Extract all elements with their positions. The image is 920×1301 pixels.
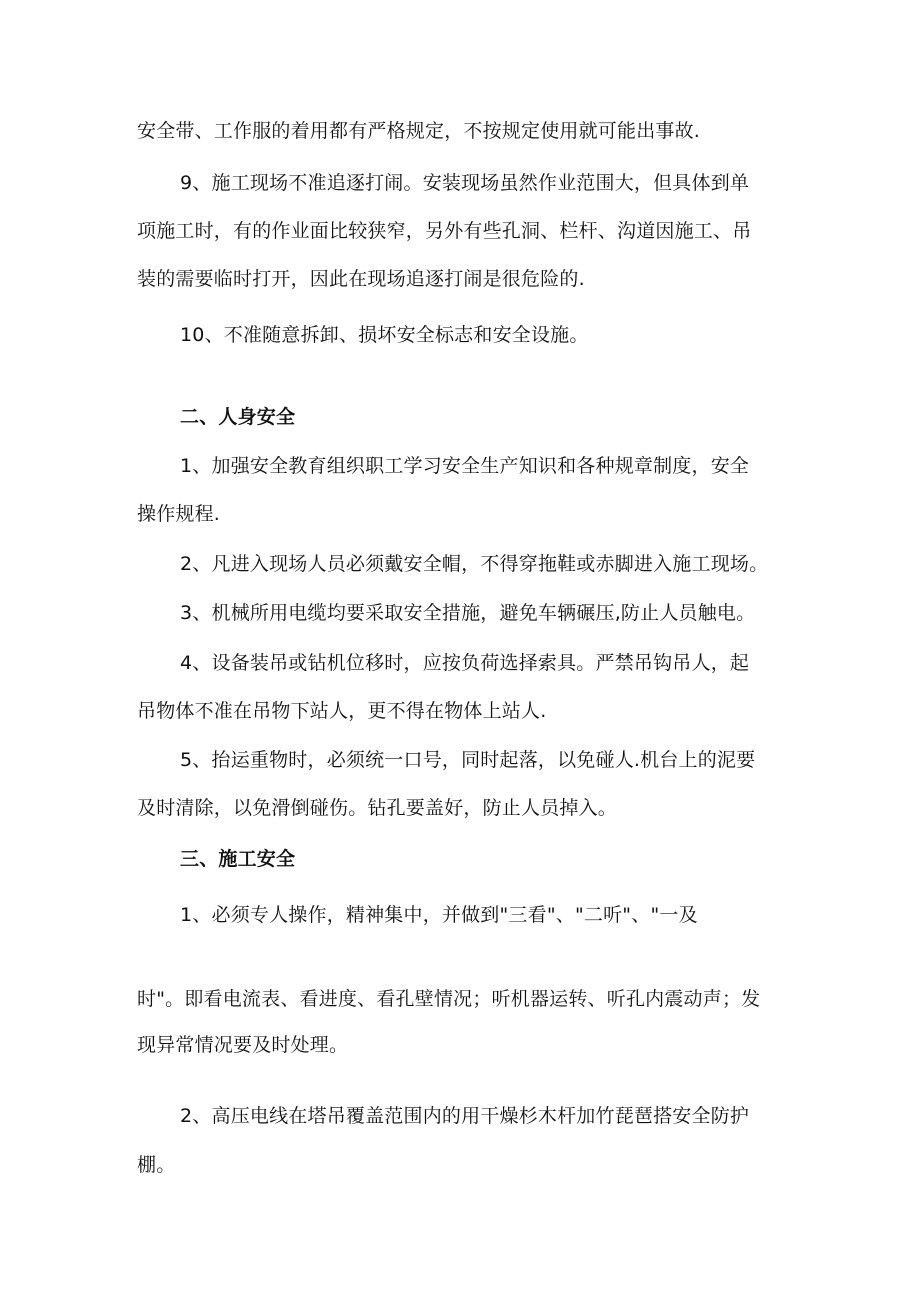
paragraph-line: 2、高压电线在塔吊覆盖范围内的用干燥杉木杆加竹琵琶搭安全防护 [180,1105,750,1127]
paragraph-line: 棚。 [137,1154,176,1176]
paragraph-line: 现异常情况要及时处理。 [137,1034,349,1056]
paragraph-line: 操作规程. [137,503,221,525]
paragraph-line: 装的需要临时打开，因此在现场追逐打闹是很危险的. [137,268,585,290]
paragraph-line: 安全带、工作服的着用都有严格规定，不按规定使用就可能出事故. [137,120,701,142]
paragraph-line: 项施工时，有的作业面比较狭窄，另外有些孔洞、栏杆、沟道因施工、吊 [137,220,752,242]
paragraph-line: 10、不准随意拆卸、损坏安全标志和安全设施。 [180,324,589,346]
paragraph-line: 4、设备装吊或钻机位移时，应按负荷选择索具。严禁吊钩吊人，起 [180,652,750,674]
paragraph-line: 5、抬运重物时，必须统一口号，同时起落，以免碰人.机台上的泥要 [180,749,756,771]
paragraph-line: 1、必须专人操作，精神集中，并做到"三看"、"二听"、"一及 [180,904,698,926]
paragraph-line: 吊物体不准在吊物下站人，更不得在物体上站人. [137,700,547,722]
section-heading: 二、人身安全 [180,406,296,428]
paragraph-line: 1、加强安全教育组织职工学习安全生产知识和各种规章制度，安全 [180,455,750,477]
paragraph-line: 2、凡进入现场人员必须戴安全帽，不得穿拖鞋或赤脚进入施工现场。 [180,553,769,575]
section-heading: 三、施工安全 [180,848,296,870]
paragraph-line: 3、机械所用电缆均要采取安全措施，避免车辆碾压,防止人员触电。 [180,602,756,624]
paragraph-line: 时"。即看电流表、看进度、看孔壁情况；听机器运转、听孔内震动声；发 [137,988,761,1010]
paragraph-line: 9、施工现场不准追逐打闹。安装现场虽然作业范围大，但具体到单 [180,172,750,194]
paragraph-line: 及时清除，以免滑倒碰伤。钻孔要盖好，防止人员掉入。 [137,797,618,819]
